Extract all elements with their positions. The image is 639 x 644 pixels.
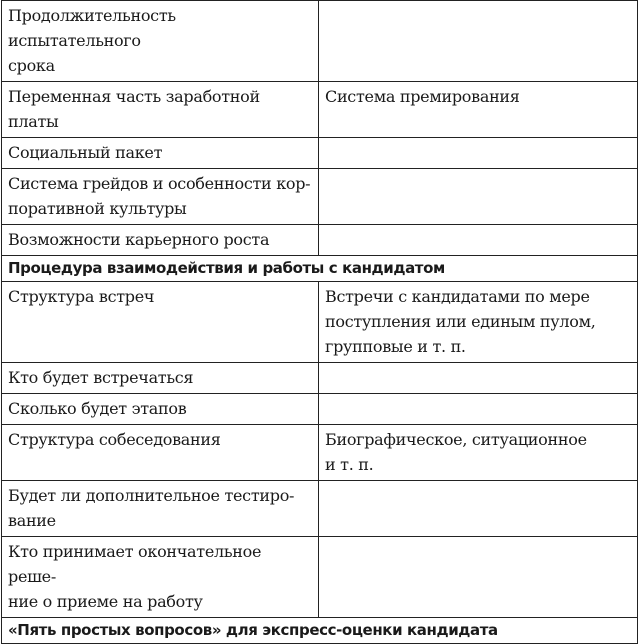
row-value: Биографическое, ситуационное и т. п. xyxy=(319,425,638,481)
section-header-row xyxy=(2,618,638,644)
row-label: Кто будет встречаться xyxy=(2,363,319,394)
row-label: Возможности карьерного роста xyxy=(2,225,319,256)
row-label: Социальный пакет xyxy=(2,138,319,169)
table-row xyxy=(2,363,638,394)
table-row xyxy=(2,282,638,363)
row-label: Будет ли дополнительное тестиро- вание xyxy=(2,481,319,537)
requirements-table xyxy=(1,0,638,644)
row-value xyxy=(319,363,638,394)
section-heading: Процедура взаимодействия и работы с кандидатом xyxy=(2,256,638,282)
table-row xyxy=(2,138,638,169)
row-label: Структура собеседования xyxy=(2,425,319,481)
row-label: Кто принимает окончательное реше- ние о приеме на работу xyxy=(2,537,319,618)
row-value xyxy=(319,138,638,169)
row-label: Переменная часть заработной платы xyxy=(2,82,319,138)
row-value xyxy=(319,1,638,82)
table-row xyxy=(2,481,638,537)
row-value xyxy=(319,169,638,225)
table-row xyxy=(2,394,638,425)
row-label: Продолжительность испытательного срока xyxy=(2,1,319,82)
row-value xyxy=(319,225,638,256)
table-row xyxy=(2,169,638,225)
table-row xyxy=(2,225,638,256)
table-row xyxy=(2,537,638,618)
row-value xyxy=(319,481,638,537)
row-label: Система грейдов и особенности кор- поративной культуры xyxy=(2,169,319,225)
row-label: Структура встреч xyxy=(2,282,319,363)
table-row xyxy=(2,1,638,82)
row-value: Система премирования xyxy=(319,82,638,138)
section-heading: «Пять простых вопросов» для экспресс-оценки кандидата xyxy=(2,618,638,644)
table-row xyxy=(2,82,638,138)
section-header-row xyxy=(2,256,638,282)
table-row xyxy=(2,425,638,481)
row-value xyxy=(319,394,638,425)
row-value xyxy=(319,537,638,618)
row-label: Сколько будет этапов xyxy=(2,394,319,425)
row-value: Встречи с кандидатами по мере поступления или единым пулом, групповые и т. п. xyxy=(319,282,638,363)
